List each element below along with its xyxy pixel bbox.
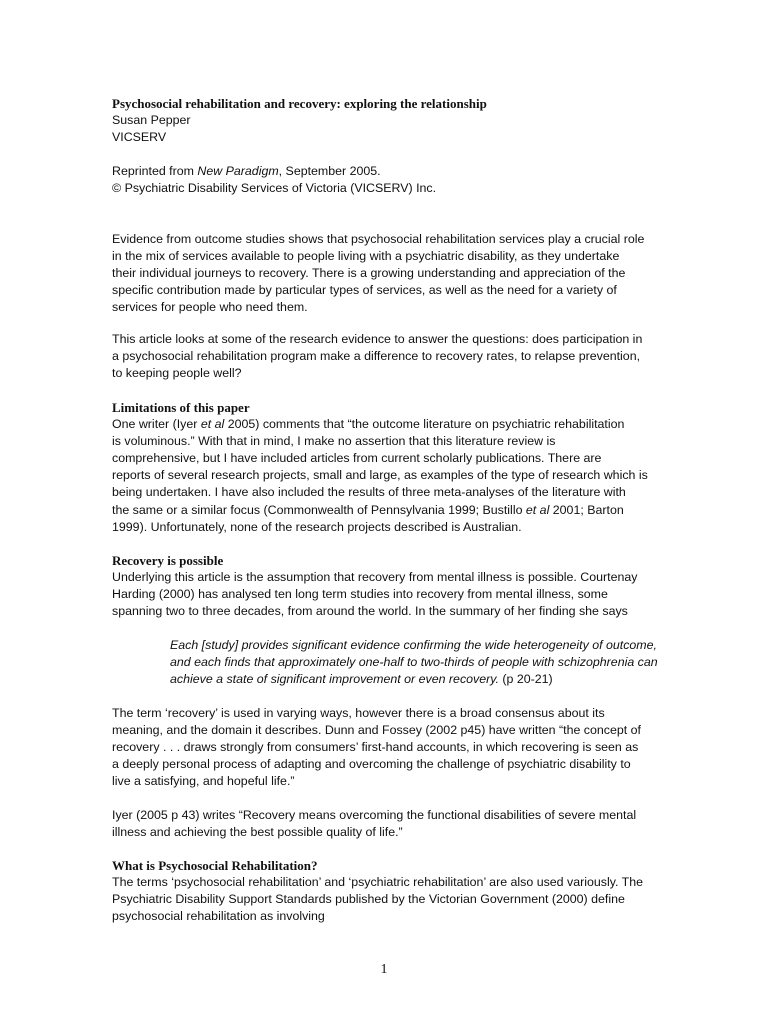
paragraph-line: a deeply personal process of adapting and overcoming the challenge of psychiatric disability to <box>112 757 631 772</box>
paragraph-line: specific contribution made by particular types of services, as well as the need for a variety of <box>112 283 617 298</box>
paragraph-line: The terms ‘psychosocial rehabilitation’ and ‘psychiatric rehabilitation’ are also used variously. The <box>112 875 643 890</box>
quote-line <box>170 671 660 688</box>
intro-paragraph <box>112 231 657 316</box>
paragraph-line: 1999). Unfortunately, none of the research projects described is Australian. <box>112 519 522 534</box>
paragraph-line: in the mix of services available to people living with a psychiatric disability, as they undertake <box>112 249 620 264</box>
section-heading-limitations: Limitations of this paper <box>112 400 250 415</box>
questions-paragraph <box>112 331 657 382</box>
paragraph-line: meaning, and the domain it describes. Dunn and Fossey (2002 p45) have written “the concept of <box>112 723 641 738</box>
quote-citation: (p 20-21) <box>498 672 553 687</box>
section-heading-psr: What is Psychosocial Rehabilitation? <box>112 858 318 873</box>
reprint-suffix: , September 2005. <box>278 164 381 178</box>
paragraph-line: Harding (2000) has analysed ten long term studies into recovery from mental illness, some <box>112 587 608 602</box>
recovery-term-paragraph <box>112 705 657 790</box>
paragraph-line: illness and achieving the best possible quality of life.” <box>112 825 403 840</box>
document-title: Psychosocial rehabilitation and recovery: exploring the relationship <box>112 96 487 111</box>
text-run: the same or a similar focus (Commonwealth of Pennsylvania 1999; Bustillo <box>112 502 526 517</box>
paragraph-line: spanning two to three decades, from around the world. In the summary of her finding she says <box>112 604 628 619</box>
quote-text-italic: achieve a state of significant improvement or even recovery. <box>170 672 499 687</box>
text-run-italic: et al <box>525 502 550 517</box>
text-run: One writer (Iyer <box>112 417 201 432</box>
text-run: 2005) comments that “the outcome literature on psychiatric rehabilitation <box>224 417 625 432</box>
copyright-line: © Psychiatric Disability Services of Victoria (VICSERV) Inc. <box>112 181 437 196</box>
paragraph-line: being undertaken. I have also included the results of three meta-analyses of the literature with <box>112 485 626 500</box>
recovery-section <box>112 552 657 620</box>
reprint-notice <box>112 163 657 197</box>
paragraph-line: Iyer (2005 p 43) writes “Recovery means overcoming the functional disabilities of severe mental <box>112 808 637 822</box>
text-run: 2001; Barton <box>549 502 624 517</box>
quote-line: and each finds that approximately one-half to two-thirds of people with schizophrenia can <box>170 655 658 670</box>
paragraph-line: Psychiatric Disability Support Standards published by the Victorian Government (2000) define <box>112 892 625 907</box>
limitations-section <box>112 399 657 536</box>
paragraph-line: psychosocial rehabilitation as involving <box>112 909 325 924</box>
section-heading-recovery: Recovery is possible <box>112 553 224 568</box>
paragraph-line: The term ‘recovery’ is used in varying ways, however there is a broad consensus about its <box>112 706 605 720</box>
paragraph-line: to keeping people well? <box>112 366 242 381</box>
paragraph-line: reports of several research projects, small and large, as examples of the type of research which is <box>112 468 648 483</box>
paragraph-line: comprehensive, but I have included articles from current scholarly publications. There are <box>112 451 602 466</box>
text-run-italic: et al <box>200 417 225 432</box>
quote-line: Each [study] provides significant evidence confirming the wide heterogeneity of outcome, <box>170 638 657 652</box>
paragraph-line: recovery . . . draws strongly from consumers’ first-hand accounts, in which recovering is seen as <box>112 740 639 755</box>
paragraph-line: This article looks at some of the research evidence to answer the questions: does participation in <box>112 332 643 346</box>
block-quote <box>170 637 660 688</box>
paragraph-line: is voluminous.” With that in mind, I make no assertion that this literature review is <box>112 434 556 449</box>
document-header <box>112 95 657 146</box>
organization-name: VICSERV <box>112 130 167 145</box>
paragraph-line: a psychosocial rehabilitation program make a difference to recovery rates, to relapse prevention, <box>112 349 641 364</box>
paragraph-line: their individual journeys to recovery. There is a growing understanding and appreciation of the <box>112 266 626 281</box>
reprint-source: New Paradigm <box>197 164 279 178</box>
paragraph-line <box>112 502 657 519</box>
paragraph-line <box>112 416 657 433</box>
page-number: 1 <box>380 962 388 977</box>
iyer-paragraph <box>112 807 657 841</box>
paragraph-line: live a satisfying, and hopeful life.” <box>112 774 295 789</box>
author-name: Susan Pepper <box>112 113 191 128</box>
paragraph-line: Evidence from outcome studies shows that psychosocial rehabilitation services play a crucial role <box>112 232 645 246</box>
reprint-prefix: Reprinted from <box>112 164 198 178</box>
paragraph-line: Underlying this article is the assumption that recovery from mental illness is possible. Courtenay <box>112 570 638 585</box>
paragraph-line: services for people who need them. <box>112 300 308 315</box>
psr-section <box>112 857 657 925</box>
reprint-line <box>112 163 657 180</box>
